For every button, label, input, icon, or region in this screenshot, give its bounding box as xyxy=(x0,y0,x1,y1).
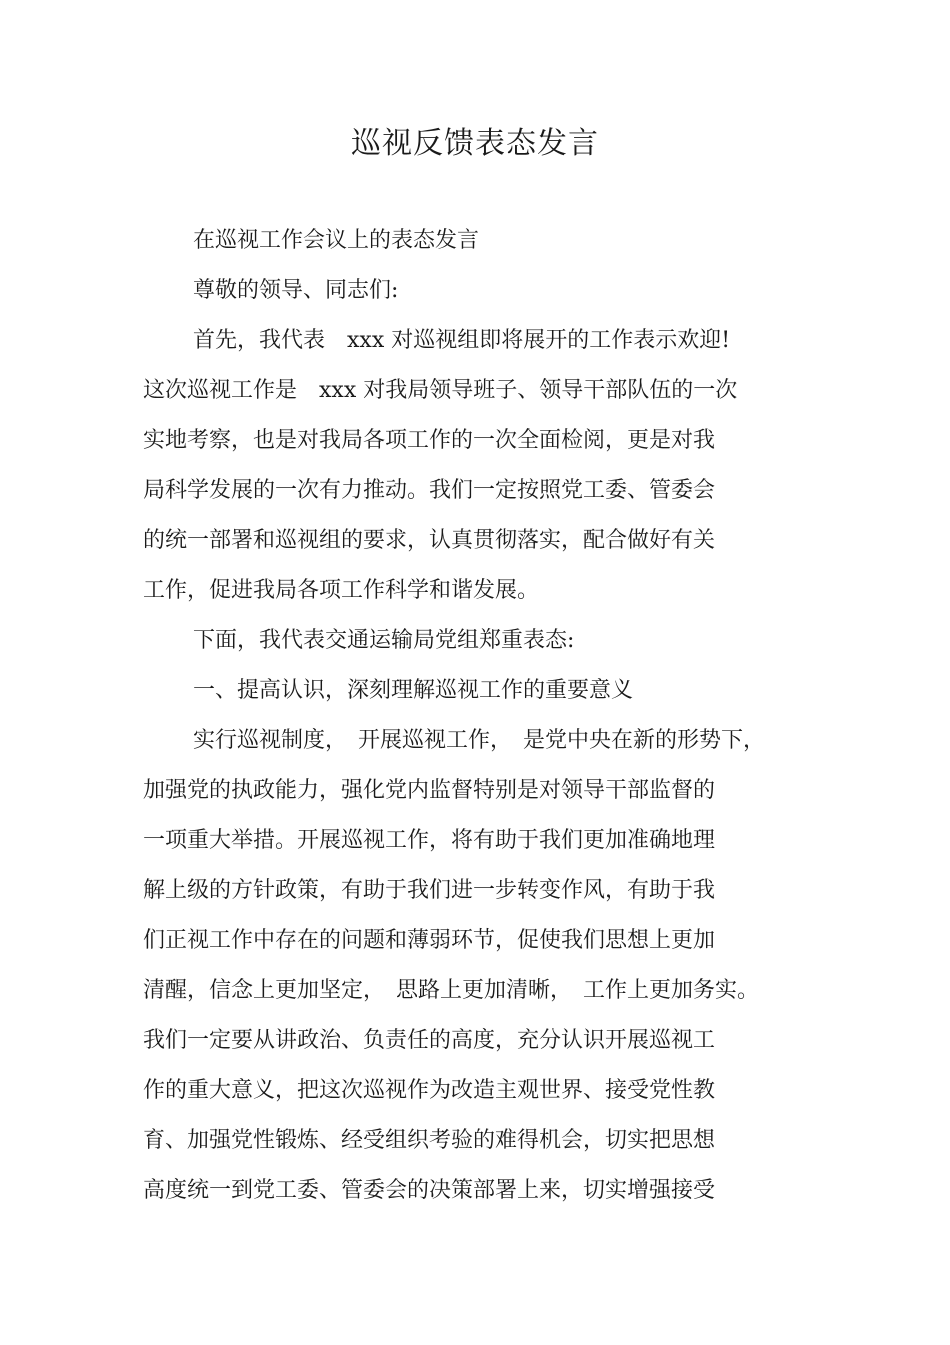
document-title: 巡视反馈表态发言 xyxy=(351,126,599,161)
paragraph-line: 首先，我代表 xxx 对巡视组即将展开的工作表示欢迎! xyxy=(193,328,731,353)
paragraph-line: 作的重大意义，把这次巡视作为改造主观世界、接受党性教 xyxy=(143,1078,716,1103)
paragraph-line: 实地考察，也是对我局各项工作的一次全面检阅，更是对我 xyxy=(143,428,716,453)
paragraph-line: 在巡视工作会议上的表态发言 xyxy=(193,228,480,253)
paragraph-line: 我们一定要从讲政治、负责任的高度，充分认识开展巡视工 xyxy=(143,1028,716,1053)
paragraph-line: 尊敬的领导、同志们: xyxy=(193,278,399,303)
paragraph-line: 加强党的执政能力，强化党内监督特别是对领导干部监督的 xyxy=(143,778,716,803)
paragraph-line: 高度统一到党工委、管委会的决策部署上来，切实增强接受 xyxy=(143,1178,716,1203)
paragraph-line: 解上级的方针政策，有助于我们进一步转变作风，有助于我 xyxy=(143,878,716,903)
paragraph-line: 清醒，信念上更加坚定， 思路上更加清晰， 工作上更加务实。 xyxy=(143,978,760,1003)
paragraph-line: 们正视工作中存在的问题和薄弱环节，促使我们思想上更加 xyxy=(143,928,716,953)
paragraph-line: 这次巡视工作是 xxx 对我局领导班子、领导干部队伍的一次 xyxy=(143,378,738,403)
paragraph-line: 一项重大举措。开展巡视工作，将有助于我们更加准确地理 xyxy=(143,828,716,853)
section-heading: 一、提高认识，深刻理解巡视工作的重要意义 xyxy=(193,678,634,703)
paragraph-line: 工作，促进我局各项工作科学和谐发展。 xyxy=(143,578,540,603)
paragraph-line: 育、加强党性锻炼、经受组织考验的难得机会，切实把思想 xyxy=(143,1128,716,1153)
paragraph-line: 局科学发展的一次有力推动。我们一定按照党工委、管委会 xyxy=(143,478,716,503)
paragraph-line: 的统一部署和巡视组的要求，认真贯彻落实，配合做好有关 xyxy=(143,528,716,553)
paragraph-line: 下面，我代表交通运输局党组郑重表态: xyxy=(193,628,575,653)
paragraph-line: 实行巡视制度， 开展巡视工作， 是党中央在新的形势下， xyxy=(193,728,766,753)
